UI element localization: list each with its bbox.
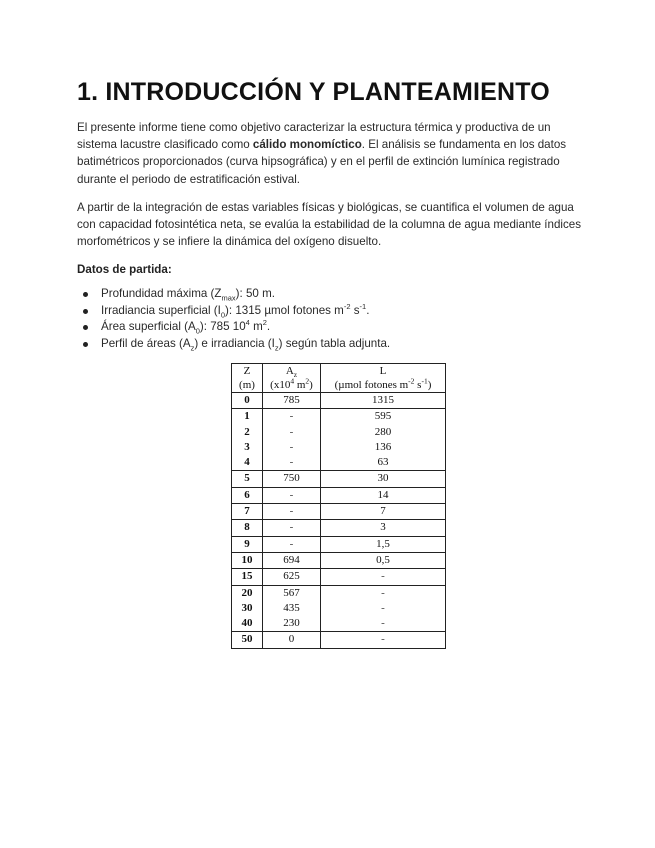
header-z: Z [232, 364, 263, 379]
cell-l: 1315 [321, 393, 446, 409]
table-row [232, 504, 446, 520]
intro-paragraph [77, 119, 582, 188]
table-row [232, 520, 446, 536]
table-row [232, 455, 446, 471]
superscript: -1 [421, 376, 428, 386]
unit-l [321, 378, 446, 393]
cell-l: 3 [321, 520, 446, 536]
table-row [232, 552, 446, 568]
intro-bold-term: cálido monomíctico [252, 138, 362, 152]
cell-z: 5 [232, 471, 263, 487]
superscript: -1 [359, 301, 367, 311]
text: Profundidad máxima (Z [101, 287, 222, 300]
intro-text-end: . El análisis se fundamenta en los datos batimétricos proporcionados (curva hipsográfica) y en el perfil de extinción lumínica registrado durante el periodo de estratificación estival. [77, 138, 567, 186]
bullet-dot-icon [83, 292, 88, 297]
cell-l: 63 [321, 455, 446, 471]
text: (µmol fotones m [334, 379, 409, 391]
text: . [266, 320, 271, 334]
cell-z: 40 [232, 616, 263, 632]
cell-l: 30 [321, 471, 446, 487]
datos-list [77, 286, 390, 353]
subscript: 0 [195, 326, 200, 336]
table-row [232, 425, 446, 440]
cell-l: 0,5 [321, 552, 446, 568]
superscript: -2 [343, 301, 351, 311]
cell-a: - [263, 487, 321, 503]
subscript: z [190, 343, 195, 353]
superscript: 2 [262, 318, 267, 328]
table-row [232, 616, 446, 632]
cell-l: 1,5 [321, 536, 446, 552]
text: ) según tabla adjunta. [278, 337, 391, 351]
superscript: -2 [408, 376, 415, 386]
cell-z: 4 [232, 455, 263, 471]
cell-z: 15 [232, 569, 263, 585]
text: Área superficial (A [101, 320, 196, 334]
cell-a: 0 [263, 632, 321, 648]
cell-z: 30 [232, 601, 263, 616]
cell-l: - [321, 585, 446, 601]
subscript: max [221, 293, 236, 303]
cell-a: - [263, 536, 321, 552]
cell-a: - [263, 504, 321, 520]
cell-z: 8 [232, 520, 263, 536]
text: . [366, 303, 370, 317]
cell-a: 567 [263, 585, 321, 601]
text: ) e irradiancia (I [194, 337, 275, 351]
bullet-dot-icon [83, 342, 88, 347]
cell-z: 10 [232, 552, 263, 568]
text: Perfil de áreas (A [101, 337, 191, 351]
unit-z: (m) [232, 378, 263, 393]
text: ): 50 m. [235, 287, 275, 300]
list-item-depth [77, 286, 390, 303]
subscript: 0 [220, 310, 226, 319]
header-l: L [321, 364, 446, 379]
table-row [232, 632, 446, 648]
cell-a: 750 [263, 471, 321, 487]
subscript: z [274, 343, 279, 353]
superscript: 4 [290, 376, 295, 386]
table-row [232, 585, 446, 601]
text: A [285, 365, 294, 377]
cell-a: - [263, 455, 321, 471]
list-item-profile [77, 336, 390, 353]
table-row [232, 393, 446, 409]
cell-a: - [263, 409, 321, 425]
cell-z: 50 [232, 632, 263, 648]
list-item-area [77, 319, 390, 336]
unit-a [263, 378, 321, 393]
bullet-dot-icon [83, 325, 88, 330]
text: ): 785 10 [199, 320, 246, 334]
cell-z: 7 [232, 504, 263, 520]
cell-l: 7 [321, 504, 446, 520]
cell-l: - [321, 601, 446, 616]
cell-a: - [263, 520, 321, 536]
cell-l: 280 [321, 425, 446, 440]
cell-a: 625 [263, 569, 321, 585]
cell-l: - [321, 569, 446, 585]
cell-a: 785 [263, 393, 321, 409]
text: ) [309, 379, 313, 391]
text: m [249, 320, 263, 334]
text: ) [427, 379, 432, 391]
intro-text-start: El presente informe tiene como objetivo caracterizar la estructura térmica y productiva de un sistema lacustre clasificado como [77, 121, 551, 152]
text: ): 1315 µmol fotones m [225, 303, 344, 317]
text: s [414, 379, 422, 391]
text: Irradiancia superficial (I [101, 303, 221, 317]
cell-z: 0 [232, 393, 263, 409]
bullet-dot-icon [83, 309, 88, 314]
depth-profile-table [231, 363, 446, 649]
table-units-row [232, 378, 446, 393]
cell-l: - [321, 632, 446, 648]
cell-a: - [263, 425, 321, 440]
cell-z: 20 [232, 585, 263, 601]
cell-z: 9 [232, 536, 263, 552]
subscript: z [293, 370, 298, 380]
table-row [232, 487, 446, 503]
table-row [232, 471, 446, 487]
table-row [232, 536, 446, 552]
datos-heading: Datos de partida: [77, 263, 172, 276]
text: s [350, 303, 360, 317]
text: (x10 [270, 379, 291, 391]
objectives-paragraph: A partir de la integración de estas variables físicas y biológicas, se cuantifica el volumen de agua con capacidad fotosintética neta, se evalúa la estabilidad de la columna de agua mediante índices morfométricos y se infiere la dinámica del oxígeno disuelto. [77, 201, 582, 249]
list-item-irradiance [77, 303, 390, 320]
section-heading: 1. INTRODUCCIÓN Y PLANTEAMIENTO [77, 78, 550, 106]
cell-a: 230 [263, 616, 321, 632]
cell-l: 595 [321, 409, 446, 425]
cell-l: 136 [321, 440, 446, 455]
text: m [294, 379, 306, 391]
cell-l: 14 [321, 487, 446, 503]
cell-a: 435 [263, 601, 321, 616]
superscript: 4 [245, 318, 250, 328]
superscript: 2 [305, 376, 310, 386]
cell-a: 694 [263, 552, 321, 568]
cell-z: 2 [232, 425, 263, 440]
table-row [232, 440, 446, 455]
table-row [232, 409, 446, 425]
cell-l: - [321, 616, 446, 632]
cell-z: 6 [232, 487, 263, 503]
table-row [232, 569, 446, 585]
cell-z: 1 [232, 409, 263, 425]
cell-a: - [263, 440, 321, 455]
cell-z: 3 [232, 440, 263, 455]
table-row [232, 601, 446, 616]
